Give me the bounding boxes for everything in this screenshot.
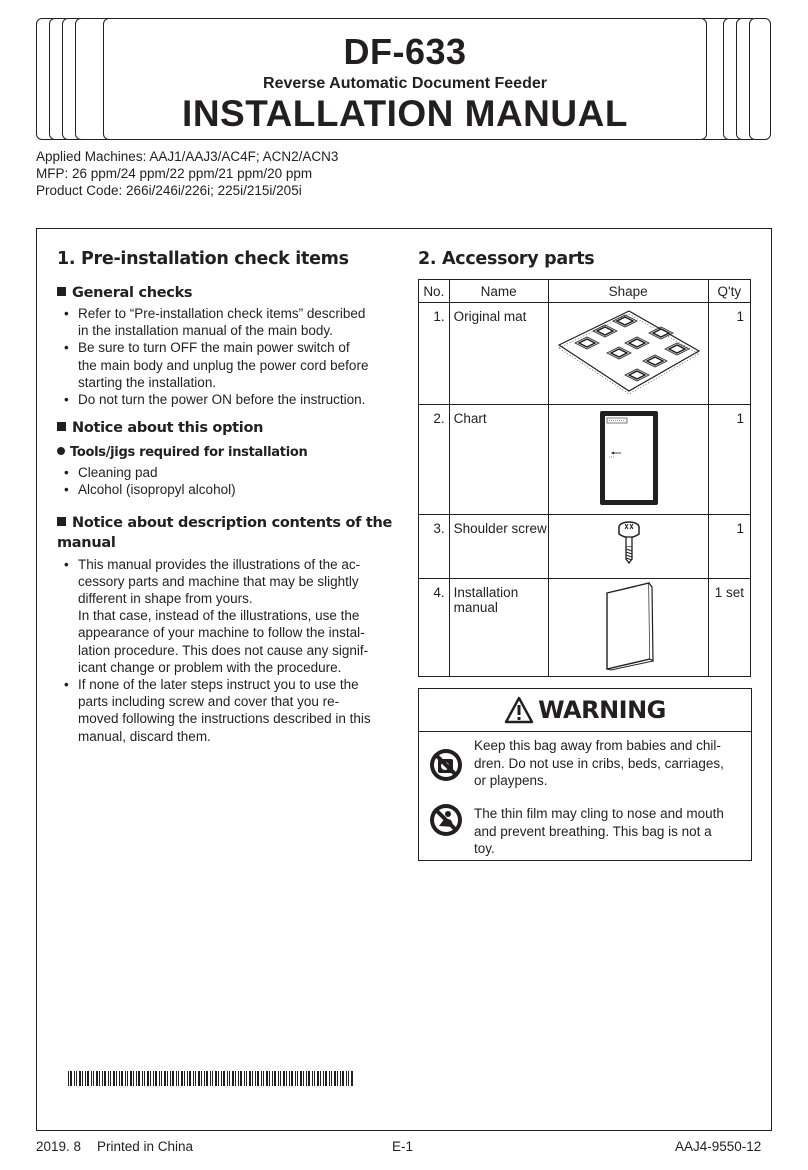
row-shape bbox=[548, 515, 708, 579]
installation-manual-illustration bbox=[549, 579, 708, 673]
row-qty: 1 bbox=[708, 515, 750, 579]
general-checks-heading: General checks bbox=[57, 285, 397, 301]
column-header-name: Name bbox=[449, 280, 548, 303]
row-shape bbox=[548, 303, 708, 405]
applied-machines-block bbox=[36, 148, 338, 199]
table-row bbox=[419, 303, 751, 405]
mfp-speeds: MFP: 26 ppm/24 ppm/22 ppm/21 ppm/20 ppm bbox=[36, 166, 313, 181]
tools-list bbox=[57, 464, 397, 498]
row-no: 4. bbox=[419, 579, 450, 677]
manual-title: INSTALLATION MANUAL bbox=[182, 93, 628, 134]
product-subtitle: Reverse Automatic Document Feeder bbox=[263, 75, 547, 92]
table-row bbox=[419, 515, 751, 579]
shoulder-screw-illustration bbox=[549, 515, 708, 575]
list-item: • This manual provides the illustrations of the ac- cessory parts and machine that may be slightly different in shape from yours. In that case, instead of the illustrations, use the appearance of your machine to follow the instal- lation procedure. This does not cause any signif- icant change or problem with the procedure. bbox=[57, 556, 397, 676]
section-2-title: 2. Accessory parts bbox=[418, 249, 595, 269]
row-qty: 1 bbox=[708, 303, 750, 405]
warning-title: WARNING bbox=[538, 696, 666, 724]
list-item: • Be sure to turn OFF the main power switch of the main body and unplug the power cord before starting the installation. bbox=[57, 339, 397, 391]
square-bullet-icon bbox=[57, 517, 66, 526]
column-header-no: No. bbox=[419, 280, 450, 303]
table-header-row bbox=[419, 280, 751, 303]
warning-box bbox=[418, 688, 752, 861]
row-name: Shoulder screw bbox=[449, 515, 548, 579]
notice-option-heading: Notice about this option bbox=[57, 420, 397, 436]
footer-date: 2019. 8 bbox=[36, 1139, 82, 1154]
applied-machines: Applied Machines: AAJ1/AAJ3/AC4F; ACN2/ACN3 bbox=[36, 149, 339, 164]
title-box bbox=[103, 18, 707, 140]
model-name: DF-633 bbox=[343, 31, 467, 72]
list-item: • Refer to “Pre-installation check items” described in the installation manual of the main body. bbox=[57, 305, 397, 339]
list-item: • Cleaning pad bbox=[57, 464, 397, 481]
notice-description-list bbox=[57, 556, 397, 745]
original-mat-illustration bbox=[549, 303, 708, 401]
product-code: Product Code: 266i/246i/226i; 225i/215i/205i bbox=[36, 183, 302, 198]
list-item: • If none of the later steps instruct you to use the parts including screw and cover that you re- moved following the instructions described in this manual, discard them. bbox=[57, 676, 397, 745]
barcode-image bbox=[68, 1071, 356, 1086]
row-name: Original mat bbox=[449, 303, 548, 405]
footer-page-number: E-1 bbox=[392, 1139, 414, 1154]
circle-bullet-icon bbox=[57, 447, 65, 455]
list-item: • Alcohol (isopropyl alcohol) bbox=[57, 481, 397, 498]
no-child-suffocation-icon bbox=[427, 801, 465, 839]
square-bullet-icon bbox=[57, 287, 66, 296]
column-header-qty: Q'ty bbox=[708, 280, 750, 303]
table-row bbox=[419, 405, 751, 515]
chart-illustration bbox=[549, 405, 708, 511]
general-checks-list bbox=[57, 305, 397, 408]
table-row bbox=[419, 579, 751, 677]
square-bullet-icon bbox=[57, 422, 66, 431]
section-pre-installation bbox=[57, 249, 397, 745]
column-header-shape: Shape bbox=[548, 280, 708, 303]
warning-header bbox=[419, 689, 751, 732]
row-qty: 1 set bbox=[708, 579, 750, 677]
row-qty: 1 bbox=[708, 405, 750, 515]
row-no: 2. bbox=[419, 405, 450, 515]
row-no: 1. bbox=[419, 303, 450, 405]
accessory-parts-table bbox=[418, 279, 751, 677]
footer-printed: Printed in China bbox=[97, 1139, 194, 1154]
row-name: Chart bbox=[449, 405, 548, 515]
footer-document-code: AAJ4-9550-12 bbox=[675, 1139, 762, 1154]
tools-heading: Tools/jigs required for installation bbox=[57, 445, 397, 460]
row-shape bbox=[548, 579, 708, 677]
list-item: • Do not turn the power ON before the instruction. bbox=[57, 391, 397, 408]
warning-triangle-icon bbox=[504, 696, 534, 724]
header-tab-right-1 bbox=[749, 18, 771, 140]
row-no: 3. bbox=[419, 515, 450, 579]
warning-text-1: Keep this bag away from babies and chil- dren. Do not use in cribs, beds, carriages, or playpens. bbox=[474, 738, 724, 788]
no-bag-over-head-icon bbox=[427, 746, 465, 784]
warning-text-2: The thin film may cling to nose and mouth and prevent breathing. This bag is not a toy. bbox=[474, 806, 724, 856]
notice-description-heading: Notice about description contents of the manual bbox=[57, 514, 393, 551]
section-1-title: 1. Pre-installation check items bbox=[57, 249, 349, 269]
row-shape bbox=[548, 405, 708, 515]
row-name: Installation manual bbox=[449, 579, 548, 677]
